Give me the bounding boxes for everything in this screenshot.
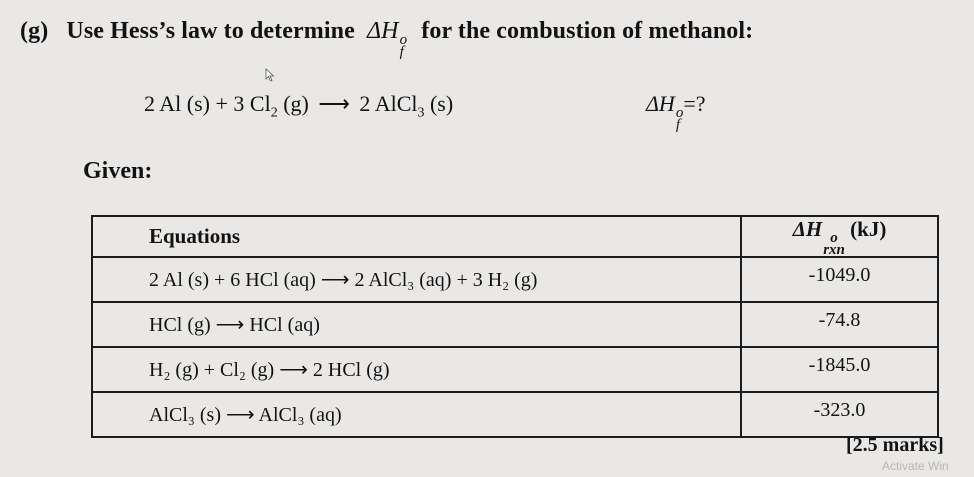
equation-cell: HCl (g) ⟶ HCl (aq) — [92, 302, 741, 347]
query-tail: =? — [683, 91, 706, 116]
mouse-cursor-icon — [265, 68, 275, 82]
query-symbol: ΔH — [646, 91, 675, 116]
enthalpy-subscript: f — [399, 44, 404, 60]
target-reaction — [144, 91, 453, 121]
reaction-product-subscript: 3 — [417, 105, 425, 121]
header-enthalpy-symbol: ΔH — [792, 217, 823, 241]
reaction-arrow-icon: ⟶ — [318, 91, 350, 116]
header-enthalpy-unit: (kJ) — [850, 217, 887, 241]
equation-cell: 2 Al (s) + 6 HCl (aq) ⟶ 2 AlCl₃ (aq) + 3 H₂ (g) — [92, 257, 741, 302]
question-prefix: Use Hess’s law to determine — [66, 18, 355, 44]
enthalpy-cell: -1049.0 — [741, 257, 938, 302]
reaction-product: 2 AlCl — [359, 91, 418, 116]
enthalpy-symbol-main: ΔH — [366, 18, 399, 44]
equation-cell: H₂ (g) + Cl₂ (g) ⟶ 2 HCl (g) — [92, 347, 741, 392]
equation-cell: AlCl₃ (s) ⟶ AlCl₃ (aq) — [92, 392, 741, 437]
reaction-product-state: (s) — [424, 91, 454, 116]
table-row — [92, 257, 938, 302]
table-row — [92, 392, 938, 437]
marks-label: [2.5 marks] — [846, 434, 944, 456]
header-equations: Equations — [92, 216, 741, 257]
table-header-row — [92, 216, 938, 257]
header-enthalpy-sup: o — [830, 230, 838, 246]
enthalpy-cell: -74.8 — [741, 302, 938, 347]
enthalpy-query — [646, 91, 705, 131]
enthalpy-cell: -1845.0 — [741, 347, 938, 392]
header-enthalpy — [741, 216, 938, 257]
activation-watermark: Activate Win — [882, 459, 949, 473]
question-text — [20, 18, 753, 58]
reaction-reactant-subscript: 2 — [270, 105, 278, 121]
query-superscript: o — [675, 105, 684, 121]
header-enthalpy-sub: rxn — [823, 242, 845, 258]
reaction-reactant-state: (g) — [277, 91, 309, 116]
enthalpy-symbol — [366, 18, 408, 60]
given-equations-table — [91, 215, 939, 438]
given-label: Given: — [83, 158, 153, 184]
query-subscript: f — [675, 117, 680, 133]
enthalpy-cell: -323.0 — [741, 392, 938, 437]
question-label: (g) — [20, 18, 49, 44]
question-suffix: for the combustion of methanol: — [421, 18, 754, 44]
reaction-reactants: 2 Al (s) + 3 Cl — [144, 91, 271, 116]
table-row — [92, 347, 938, 392]
enthalpy-superscript: o — [399, 32, 408, 48]
table-row — [92, 302, 938, 347]
